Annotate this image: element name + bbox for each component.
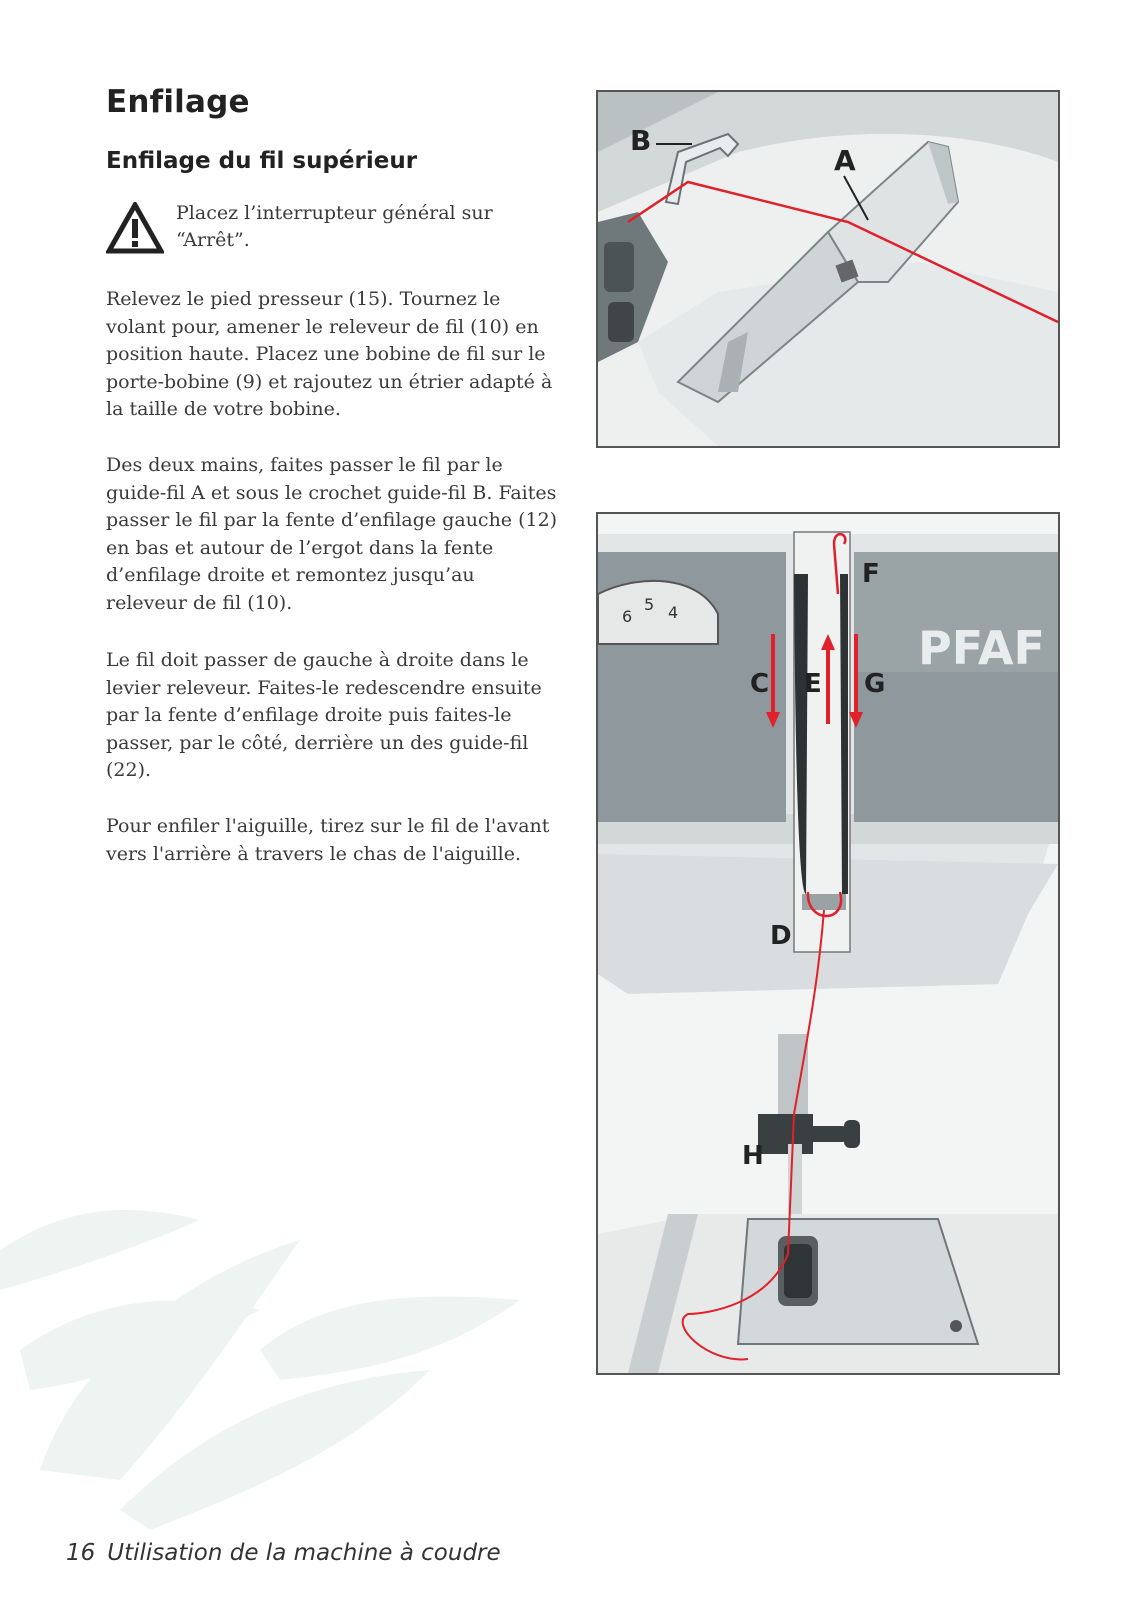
page-title: Enfilage (106, 84, 250, 120)
warning-text: Placez l’interrupteur général sur “Arrêt”. (176, 202, 493, 251)
label-g: G (864, 669, 886, 699)
section-title: Enfilage du fil supérieur (106, 148, 418, 174)
label-c: C (750, 669, 770, 699)
dial-number-6: 6 (622, 607, 633, 626)
figure-thread-guides (596, 90, 1060, 448)
warning-note (106, 200, 556, 260)
chapter-title: Utilisation de la machine à coudre (107, 1540, 501, 1566)
warning-triangle-icon (106, 202, 164, 254)
paragraph-1: Relevez le pied presseur (15). Tournez le volant pour, amener le releveur de fil (10) en position haute. Placez une bobine de fil sur le porte-bobine (9) et rajoutez un étrier adapté à la taille de votre bobine. (106, 288, 553, 420)
paragraph-2: Des deux mains, faites passer le fil par le guide-fil A et sous le crochet guide-fil B. Faites passer le fil par la fente d’enfilage gauche (12) en bas et autour de l’ergot dans la fente d’enfilage droite et remontez jusqu’au releveur de fil (10). (106, 454, 558, 614)
dial-number-4: 4 (668, 603, 679, 622)
background-flower-decoration (0, 1050, 620, 1570)
label-b: B (630, 124, 652, 157)
label-e: E (804, 669, 822, 699)
label-d: D (770, 921, 792, 951)
dial-number-5: 5 (644, 595, 655, 614)
brand-logo: PFAF (918, 621, 1045, 675)
label-h: H (742, 1141, 764, 1171)
paragraph-4: Pour enfiler l'aiguille, tirez sur le fil de l'avant vers l'arrière à travers le chas de l'aiguille. (106, 815, 550, 865)
paragraph-3: Le fil doit passer de gauche à droite dans le levier releveur. Faites-le redescendre ensuite par la fente d’enfilage droite puis faites-le passer, par le côté, derrière un des guide-fil (22). (106, 649, 542, 781)
page-number: 16 (66, 1540, 96, 1566)
label-a: A (834, 144, 856, 177)
label-f: F (862, 559, 880, 589)
page-footer (66, 1540, 501, 1566)
figure-threading-path (596, 512, 1060, 1375)
